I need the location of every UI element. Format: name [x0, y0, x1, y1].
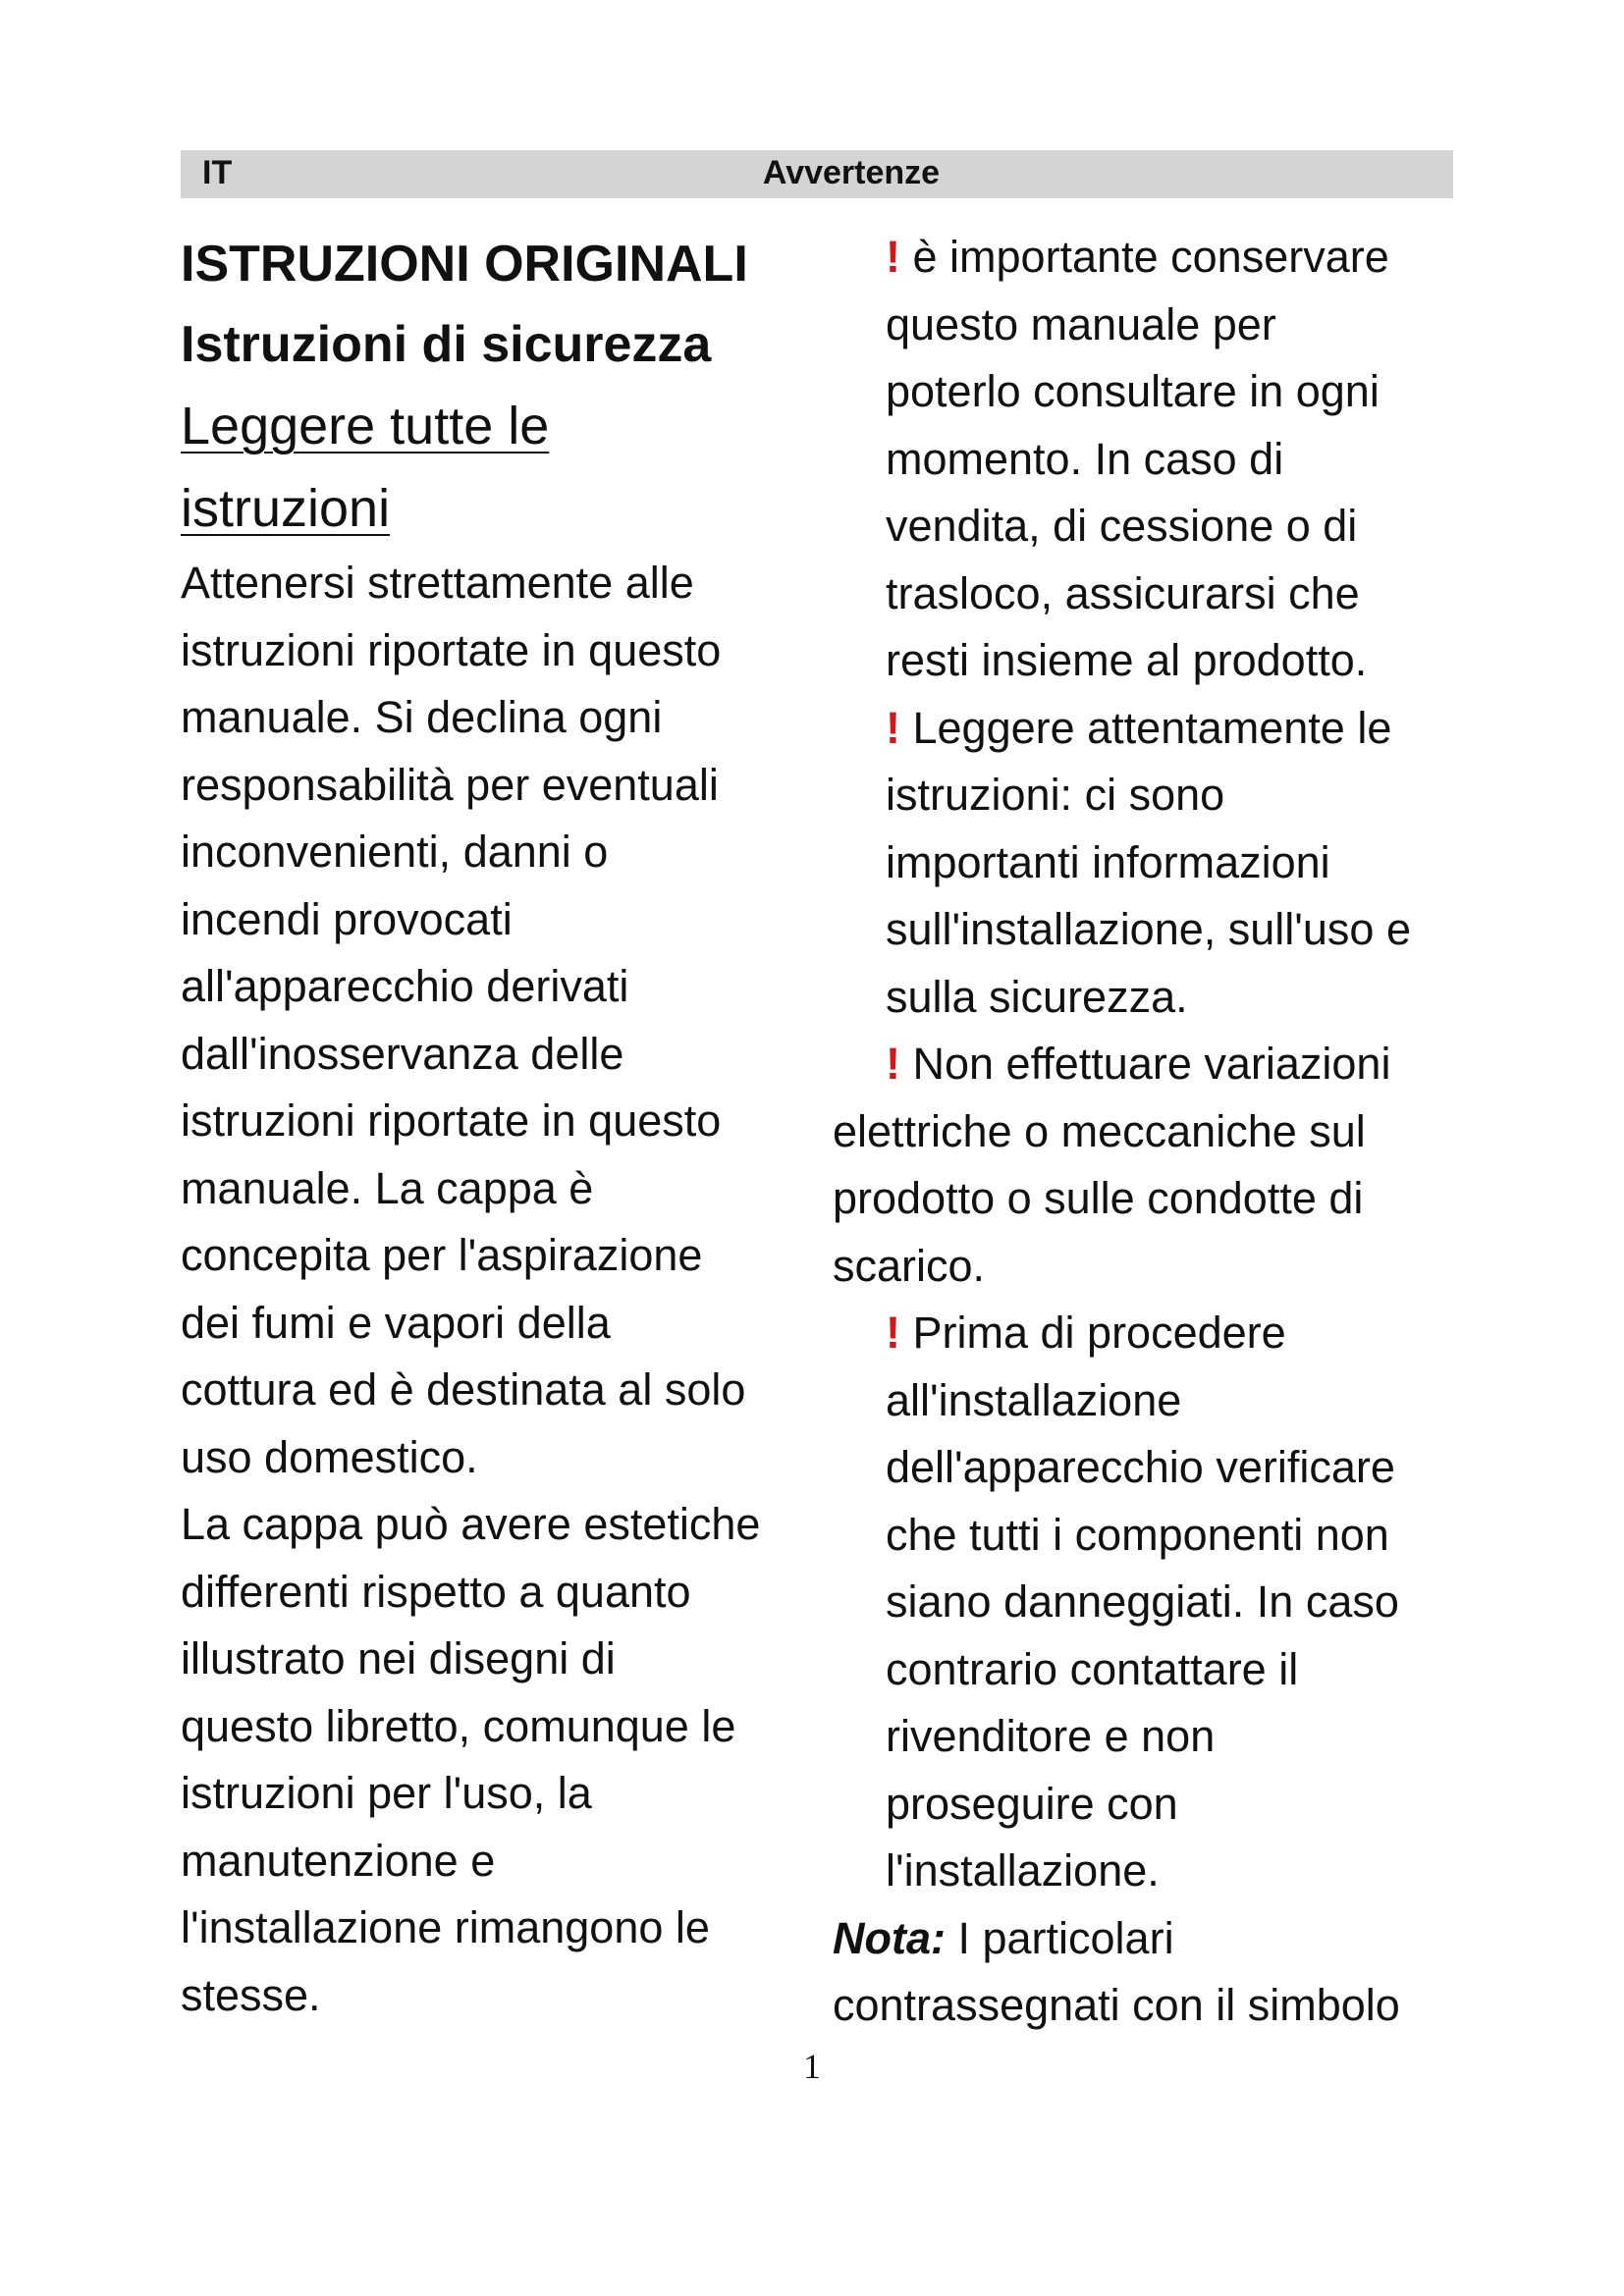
right-column — [833, 224, 1461, 2040]
section-title: Avvertenze — [762, 154, 941, 191]
warning-read-instructions: ! Leggere attentamente le istruzioni: ci sono importanti informazioni sull'installazione, sull'uso e sulla sicurezza. — [886, 702, 1411, 1022]
warning-icon: ! — [886, 1039, 900, 1089]
paragraph-compliance: Attenersi strettamente alle istruzioni riportate in questo manuale. Si declina ogni responsabilità per eventuali inconvenienti, danni o incendi provocati all'apparecchio derivati dall'inosservanza delle istruzioni riportate in questo manuale. La cappa è concepita per l'aspirazione dei fumi e vapori della cottura ed è destinata al solo uso domestico. — [181, 558, 746, 1482]
paragraph-aesthetics: La cappa può avere estetiche differenti rispetto a quanto illustrato nei disegni di questo libretto, comunque le istruzioni per l'uso, la manutenzione e l'installazione rimangono le stesse. — [181, 1499, 761, 2020]
warning-keep-manual: ! è importante conservare questo manuale per poterlo consultare in ogni momento. In caso di vendita, di cessione o di trasloco, assicurarsi che resti insieme al prodotto. — [886, 232, 1389, 685]
warning-icon: ! — [886, 702, 900, 753]
warning-check-components: ! Prima di procedere all'installazione dell'apparecchio verificare che tutti i componenti non siano danneggiati. In caso contrario contattare il rivenditore e non proseguire con l'installazione. — [886, 1308, 1399, 1896]
page-header — [181, 150, 1453, 198]
left-column — [181, 224, 809, 2029]
warning-icon: ! — [886, 1308, 900, 1358]
title-read-line-2: istruzioni — [181, 479, 391, 538]
note-paragraph: Nota: I particolari contrassegnati con il simbolo — [833, 1912, 1400, 2030]
title-read-line-1: Leggere tutte le — [181, 397, 550, 455]
warning-no-modifications: ! Non effettuare variazioni elettriche o meccaniche sul prodotto o sulle condotte di scarico. — [833, 1039, 1391, 1291]
warning-icon: ! — [886, 232, 900, 282]
page-number: 1 — [803, 2047, 821, 2086]
title-original-instructions: ISTRUZIONI ORIGINALI — [181, 236, 748, 293]
title-read-all-instructions — [181, 385, 809, 550]
note-label: Nota: — [833, 1912, 946, 1963]
title-safety-instructions: Istruzioni di sicurezza — [181, 316, 712, 373]
language-code: IT — [202, 154, 233, 191]
